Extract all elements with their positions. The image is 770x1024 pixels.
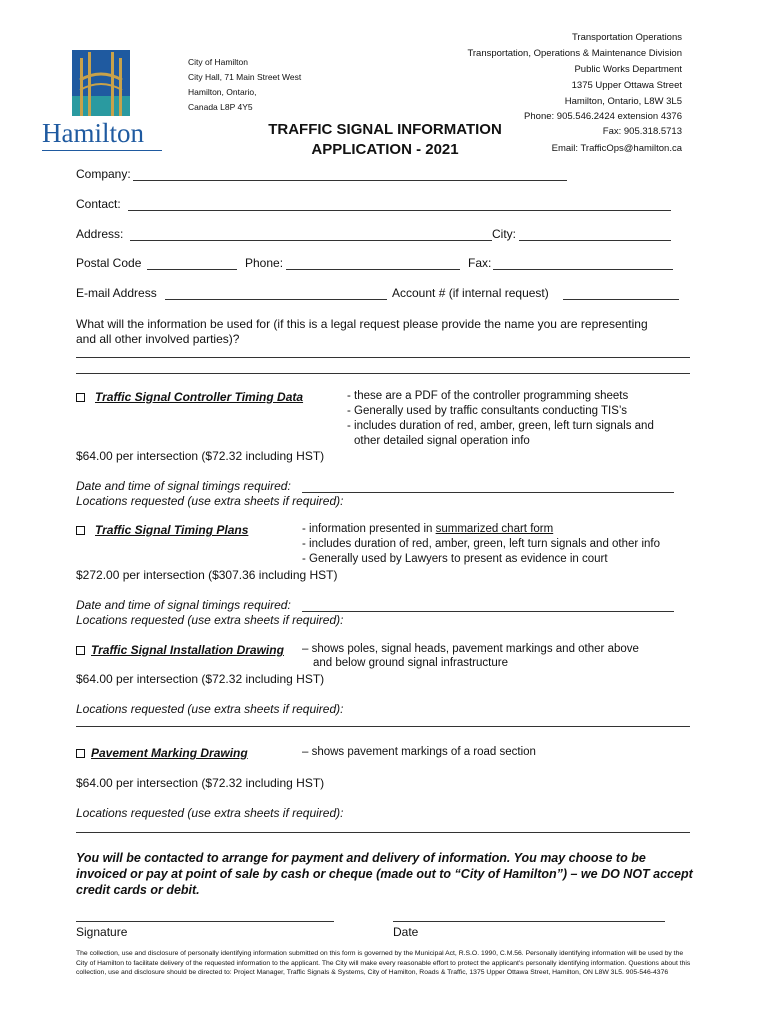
city-logo (40, 46, 164, 152)
address-label: Address: (76, 227, 124, 241)
account-label: Account # (if internal request) (392, 286, 549, 300)
item-price: $272.00 per intersection ($307.36 including HST) (76, 568, 338, 582)
email-label: E-mail Address (76, 286, 157, 300)
item-desc: - information presented in summarized chart form (302, 523, 554, 535)
date-time-field[interactable] (302, 611, 674, 612)
item-desc: - Generally used by Lawyers to present as evidence in court (302, 553, 608, 565)
fax-field[interactable] (493, 269, 673, 270)
logo-wordmark: Hamilton (42, 118, 144, 148)
date-time-field[interactable] (302, 492, 674, 493)
company-field[interactable] (133, 180, 567, 181)
installation-drawing-option[interactable] (76, 643, 284, 657)
timing-plans-option[interactable] (76, 523, 248, 537)
item-desc: - includes duration of red, amber, green, left turn signals and (347, 420, 654, 432)
locations-label: Locations requested (use extra sheets if required): (76, 806, 344, 820)
checkbox-icon[interactable] (76, 749, 85, 758)
dept-email: Email: TrafficOps@hamilton.ca (551, 143, 682, 154)
privacy-notice: The collection, use and disclosure of personally identifying information submitted on this form is governed by the Municipal Act, R.S.O. 1990, C.M.56. Personally identifying information will be used by the City of Hamilton to facilitate delivery of the requested information to the applicant. The City will make every reasonable effort to protect the applicant’s personally identifying information. Questions about this collection, use and disclosure should be directed to: Project Manager, Traffic Signals & Systems, City of Hamilton, Roads & Traffic, 1375 Upper Ottawa Street, Hamilton, ON L8W 3L5. 905-546-4376 (76, 950, 691, 976)
item-desc: – shows pavement markings of a road section (302, 746, 536, 758)
city-address-line: Hamilton, Ontario, (188, 87, 257, 97)
form-title-line1: TRAFFIC SIGNAL INFORMATION (268, 121, 502, 138)
city-address-line: City Hall, 71 Main Street West (188, 72, 302, 82)
item-desc: and below ground signal infrastructure (313, 657, 508, 669)
date-field[interactable] (393, 921, 665, 922)
dept-address-line: Transportation Operations (571, 32, 682, 43)
purpose-field[interactable] (76, 373, 690, 374)
purpose-question-cont: and all other involved parties)? (76, 332, 240, 346)
checkbox-icon[interactable] (76, 526, 85, 535)
date-time-label: Date and time of signal timings required: (76, 479, 291, 493)
date-time-label: Date and time of signal timings required: (76, 598, 291, 612)
phone-label: Phone: (245, 256, 284, 270)
item-desc: - Generally used by traffic consultants conducting TIS’s (347, 405, 627, 417)
dept-phone: Phone: 905.546.2424 extension 4376 (524, 111, 682, 122)
item-desc: other detailed signal operation info (354, 435, 530, 447)
purpose-field[interactable] (76, 357, 690, 358)
dept-address-line: 1375 Upper Ottawa Street (571, 80, 682, 91)
locations-label: Locations requested (use extra sheets if required): (76, 702, 344, 716)
item-label: Traffic Signal Installation Drawing (91, 643, 284, 657)
city-field[interactable] (519, 240, 671, 241)
dept-address-line: Public Works Department (574, 64, 682, 75)
item-price: $64.00 per intersection ($72.32 including HST) (76, 672, 325, 686)
address-field[interactable] (130, 240, 492, 241)
locations-field[interactable] (76, 726, 690, 727)
item-desc: – shows poles, signal heads, pavement markings and other above (302, 643, 639, 655)
item-desc: - these are a PDF of the controller programming sheets (347, 390, 629, 402)
form-title-line2: APPLICATION - 2021 (311, 141, 459, 158)
city-crest-icon (40, 46, 164, 120)
dept-address-line: Hamilton, Ontario, L8W 3L5 (564, 96, 682, 107)
controller-timing-option[interactable] (76, 390, 303, 404)
email-field[interactable] (165, 299, 387, 300)
item-price: $64.00 per intersection ($72.32 including HST) (76, 449, 325, 463)
city-address-line: City of Hamilton (188, 57, 248, 67)
item-label: Traffic Signal Timing Plans (95, 523, 249, 537)
pavement-marking-option[interactable] (76, 746, 248, 760)
locations-label: Locations requested (use extra sheets if required): (76, 494, 344, 508)
fax-label: Fax: (468, 256, 492, 270)
postal-code-label: Postal Code (76, 256, 142, 270)
contact-label: Contact: (76, 197, 121, 211)
item-price: $64.00 per intersection ($72.32 including HST) (76, 776, 325, 790)
item-desc: - includes duration of red, amber, green, left turn signals and other info (302, 538, 660, 550)
locations-field[interactable] (76, 832, 690, 833)
signature-label: Signature (76, 925, 128, 939)
item-label: Pavement Marking Drawing (91, 746, 248, 760)
purpose-question: What will the information be used for (if this is a legal request please provide the name you are representing (76, 317, 648, 331)
date-label: Date (393, 925, 419, 939)
checkbox-icon[interactable] (76, 393, 85, 402)
dept-address-line: Transportation, Operations & Maintenance Division (467, 48, 682, 59)
phone-field[interactable] (286, 269, 460, 270)
city-address-line: Canada L8P 4Y5 (188, 102, 253, 112)
payment-note: You will be contacted to arrange for payment and delivery of information. You may choose to be invoiced or pay at point of sale by cash or cheque (made out to “City of Hamilton”) – we DO NOT accept credit cards or debit. (76, 851, 693, 897)
city-label: City: (492, 227, 516, 241)
checkbox-icon[interactable] (76, 646, 85, 655)
signature-field[interactable] (76, 921, 334, 922)
contact-field[interactable] (128, 210, 671, 211)
postal-code-field[interactable] (147, 269, 237, 270)
account-field[interactable] (563, 299, 679, 300)
locations-label: Locations requested (use extra sheets if required): (76, 613, 344, 627)
company-label: Company: (76, 167, 131, 181)
dept-fax: Fax: 905.318.5713 (602, 126, 682, 137)
item-label: Traffic Signal Controller Timing Data (95, 390, 304, 404)
